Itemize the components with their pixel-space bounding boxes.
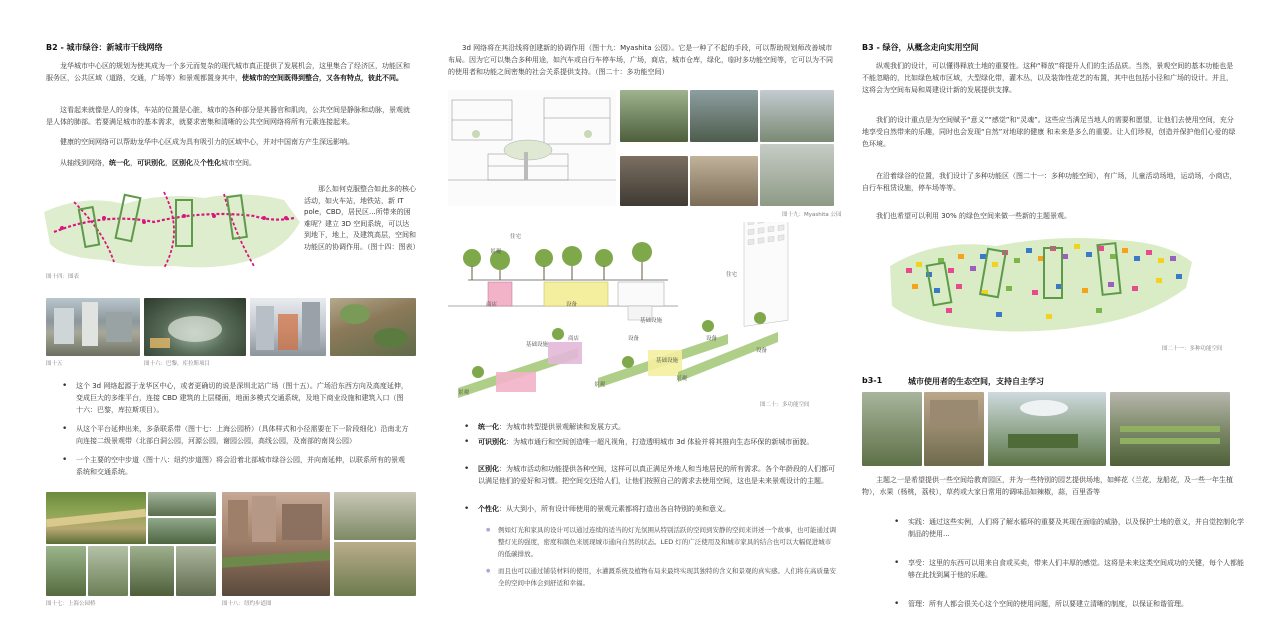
diagram-section-top [448, 242, 678, 320]
photo-fig18-walkway-plants [334, 492, 416, 540]
photo-fig19-plaza-people [620, 156, 688, 206]
text-part: ， [130, 159, 137, 167]
bullet-sky-walk: • 一个主要的空中步道（图十八：纽约步道图）将会沿着北部城市绿谷公园，并向南延伸，以联系所有的景观系统和交通系统。 [76, 454, 410, 478]
photo-fig19-climbing-wall [690, 156, 758, 206]
bullet-text: ：为城市转型提供景观解读和发展方式。 [499, 423, 625, 431]
photo-fig17-park-bridge [46, 492, 146, 544]
label-landscape: 景观 [490, 249, 502, 255]
photo-fig15-city-aerial [46, 298, 140, 356]
figure-21-multifunction-map [886, 228, 1196, 340]
photo-fig17-bridge-deck [148, 518, 216, 544]
caption-fig15: 图十五 [46, 361, 63, 367]
caption-fig17: 图十七：上海公园桥 [46, 601, 96, 607]
bullet-identify [478, 436, 836, 448]
bullet-text: ：从大到小，所有设计师使用的景观元素都将打造出各自特别的美和意义。 [499, 505, 730, 513]
keyword-personalize: 个性化 [200, 159, 221, 167]
bullet-3d-network-origin: • 这个 3d 网络起源于龙华区中心，或者更确切的说是深圳北站广场（图十五）。广场沿东西方向及高度延伸，变成巨大的多维平台，连接 CBD 建筑的上层楼面，地面多模式交通系统，及地下商业设施和建筑入口（图十六：巴黎，库拉斯项目）。 [76, 380, 410, 416]
bullet-manage: • 管理：所有人都会很关心这个空间的使用问题，所以要建立清晰的制度，以保证和谐管理。 [908, 598, 1246, 610]
photo-fig19-rooftop-green [620, 90, 688, 142]
figure-20-multifunction-diagram [448, 222, 834, 406]
intro-text: 龙华城市中心区的规划为使其成为一个多元而复杂的现代城市真正提供了发展机会，这里集合了经济区，功能区和服务区，公共区域（道路，交通，广场等）和景观都置身其中， [46, 62, 410, 82]
section-heading-b2: B2 - 城市绿谷：新城市干线网络 [46, 43, 163, 52]
photo-green-plaza [330, 298, 416, 356]
subbullet-materials: ● 而且也可以通过铺装材料的使用，水灌溉系统及植物布局来最终实现其独特的含义和景观的真实感。人们将在高质量安全的空间中体会到舒适和幸福。 [498, 565, 836, 589]
photo-building-section [250, 298, 326, 356]
bullet-text: ：为城市通行和空间创造唯一超凡视角，打造透明城市 3d 体验并将其推向生态环保的新城市面貌。 [506, 438, 814, 446]
photo-learning-garden [988, 392, 1106, 466]
paragraph-3d-intro: 3d 网络将在其沿线将创建新的协调作用（图十九：Myashita 公园）。它是一种了不起的手段，可以帮助规划师改善城市布局。因为它可以集合多种用途，如汽车或自行车停车场，广场，商店，城市仓库，绿化，临时多功能空间等，它可以为不同的使用者和功能之间密集的社会关系提供支持。（图二十：多功能空间） [448, 44, 833, 76]
caption-fig19: 图十九：Myashita 公园 [782, 212, 842, 218]
paragraph-intro [46, 60, 416, 84]
keyword-identify: 可识别化 [478, 438, 506, 446]
text-part: 城市空间。 [221, 159, 256, 167]
label-facility: 设备 [566, 302, 578, 308]
keyword-identify: 可识别化 [137, 159, 165, 167]
keyword-personalize: 个性化 [478, 505, 499, 513]
caption-fig14: 图十四：图表 [46, 274, 80, 280]
text-part: 及 [193, 159, 200, 167]
photo-fig17-walkway [148, 492, 216, 516]
figure-14-network-map [44, 182, 302, 274]
bullet-differentiate [478, 463, 836, 487]
page-b2 [0, 0, 420, 640]
paragraph-multi-zones: 在沿着绿谷的位置，我们设计了多种功能区（图二十一：多种功能空间），有广场，儿童活动场地，运动场，小商店，自行车租赁设施，停车场等等。 [862, 172, 1237, 192]
label-infrastructure: 基础设施 [640, 318, 663, 324]
keyword-unify: 统一化 [478, 423, 499, 431]
paragraph-3d-system: 那么如何克服整合如此多的核心活动，如火车站，地铁站，新 IT pole，CBD，居民区...所带来的困难呢？建立 3D 空间系统，可以达到地下，地上，及建筑高层，空间和功能区的协调作用。（图十四：图表） [304, 185, 420, 251]
bullet-practice: • 实践：通过这些实例，人们将了解水循环的重要及其现在面临的威胁，以及保护土地的意义，并自觉控制化学制品的使用... [908, 516, 1246, 540]
photo-fig16-plaza-night [144, 298, 246, 356]
caption-fig16: 图十六：巴黎，库拉斯项目 [144, 361, 211, 367]
label-residence: 住宅 [510, 234, 522, 240]
bullet-platform-links: • 从这个平台延伸出来，多条联系带（图十七：上海公园桥）（具体样式和小径需要在下一阶段细化）沿南北方向连接二级景观带（北部白洞公园，河源公园，谢园公园，高线公园，及南部的南岗公园） [76, 423, 410, 447]
section-heading-b3: B3 - 绿谷，从概念走向实用空间 [862, 43, 979, 52]
intro-bold-text: 使城市的空间既得到整合，又各有特点，彼此不同。 [242, 74, 403, 82]
paragraph-education-garden: 主题之一是希望提供一些空间给教育园区，并为一些特别的园艺提供场地，如鲜花（兰花，龙船花，及一些一年生植物），水果（杨桃，荔枝），草药或大家日常用的调味品如辣椒，蒜，百里香等 [862, 476, 1233, 496]
diagram-section-bottom [458, 312, 778, 398]
page-b3 [852, 0, 1280, 640]
caption-fig20: 图二十：多功能空间 [760, 402, 810, 408]
keyword-differentiate: 区别化 [172, 159, 193, 167]
photo-fig17-path [88, 546, 128, 596]
bullet-unify [478, 421, 836, 433]
photo-rooftop-garden-1 [862, 392, 922, 466]
paragraph-release-land: 纵观我们的设计，可以懂得释放土地的重要性。这种“释放”将提升人们的生活品质。当然，景观空间的基本功能也是不能忽略的，比如绿色城市区域，大型绿化带，灌木丛，以及装饰性花艺的布置，其中也包括小径和广场的设计。并且，这将会为空间布局和周建设计新的发展提供支撑。 [862, 62, 1234, 94]
label-landscape-4: 景观 [676, 376, 688, 382]
photo-fig18-ny-highline [222, 492, 330, 596]
paragraph-body-metaphor: 这看起来就像是人的身体，车站的位置是心脏，城市的各种部分是其器官和肌肉，公共空间是静脉和动脉，景观就是人体的肺部。若要满足城市的基本需求，就要求密集和清晰的公共空间网络将所有元素连接起来。 [46, 106, 410, 126]
label-residence-2: 住宅 [726, 272, 738, 278]
label-landscape-2: 景观 [458, 390, 470, 396]
photo-fig17-trees [46, 546, 86, 596]
keyword-unify: 统一化 [109, 159, 130, 167]
subbullet-lighting: ● 例如灯光和家具的设计可以通过连续的适当的灯光氛围从特别活跃的空间到安静的空间来讲述一个故事，也可能通过调整灯光的强度，密度和颜色来展现城市通向自然的状态。LED 灯的广泛使用及和城市家具的结合也可以大幅促进城市的低碳排放。 [498, 524, 836, 560]
photo-fig19-rail-park [760, 90, 834, 142]
photo-fig17-stairs [176, 546, 216, 596]
caption-fig18: 图十八：纽约步道图 [222, 601, 272, 607]
text-part: 从轴线到网络， [60, 159, 109, 167]
subheading-eco-space: 城市使用者的生态空间，支持自主学习 [908, 377, 1044, 386]
photo-fig18-rail-garden [334, 542, 416, 596]
bullet-personalize [478, 503, 836, 515]
label-landscape-3: 景观 [594, 382, 606, 388]
label-infrastructure-3: 基础设施 [656, 358, 679, 364]
paragraph-healthy-network: 健康的空间网络可以帮助龙华中心区成为具有吸引力的区域中心，并对中国南方产生深远影响。 [60, 138, 354, 146]
caption-fig21: 图二十一：多种功能空间 [1162, 346, 1223, 352]
label-shop: 商店 [486, 302, 498, 308]
label-shop-2: 商店 [568, 336, 580, 342]
subheading-number: b3-1 [862, 376, 883, 385]
keyword-differentiate: 区别化 [478, 465, 499, 473]
paragraph-30-percent: 我们也希望可以利用 30% 的绿色空间来做一些新的主题景观。 [876, 212, 1072, 220]
page-3d-network [430, 0, 842, 640]
photo-community-garden [1110, 392, 1230, 466]
label-facility-3: 设备 [706, 336, 718, 342]
bullet-text: ：为城市活动和功能提供各种空间，这样可以真正满足外地人和当地居民的所有需求。各个年龄段的人们都可以满足他们的爱好和习惯。把空间交还给人们，让他们按照自己的需求去使用空间，这也是未来景观设计的主题。 [478, 465, 835, 485]
label-facility-2: 设备 [628, 336, 640, 342]
paragraph-axis-network [46, 157, 416, 169]
paragraph-meaning-soul: 我们的设计重点是为空间赋予“意义”“感觉”和“灵魂”。这些应当满足当地人的需要和愿望，让他们去使用空间，充分地享受自然带来的乐趣，同时也会发现“自然”对地球的健康 和未来是多么的重要。让人们珍视，创造并保护他们心爱的绿色环境。 [862, 116, 1236, 148]
label-infrastructure-2: 基础设施 [526, 342, 549, 348]
photo-fig19-street-trees [760, 144, 834, 206]
label-facility-4: 设备 [756, 348, 768, 354]
photo-fig17-garden [130, 546, 174, 596]
photo-rooftop-garden-2 [924, 392, 984, 466]
text-part: ， [165, 159, 172, 167]
photo-fig19-stair-garden [690, 90, 758, 142]
bullet-enjoy: • 享受：这里的东西可以用来自食或买卖，带来人们丰厚的感觉。这将是未来这类空间成功的关键，每个人都能够在此找到属于他的乐趣。 [908, 557, 1246, 581]
diagram-building-facade [744, 222, 788, 326]
figure-19-section-drawing [448, 90, 616, 206]
